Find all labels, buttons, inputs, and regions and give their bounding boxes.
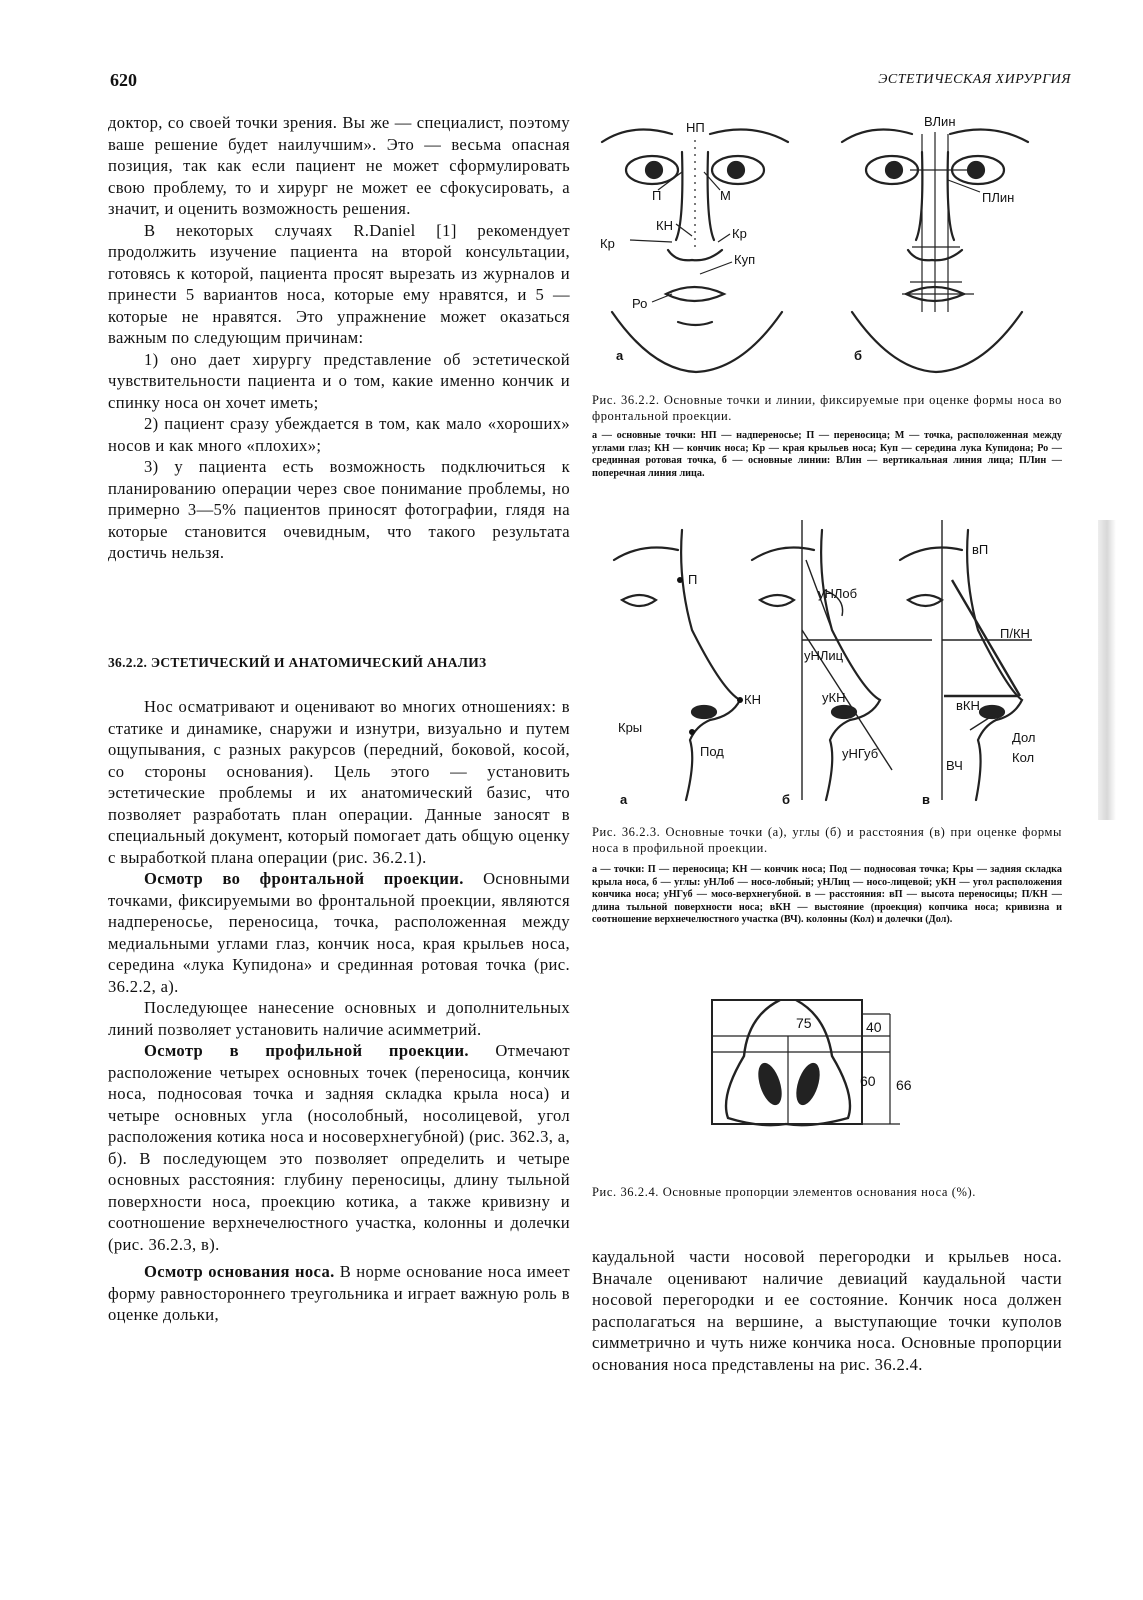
label-kol: Кол [1012, 750, 1035, 765]
paragraph-7-body: Основными точками, фиксируемыми во фронтальной проекции, являются надпереносье, переносица, точка, расположенная между медиальными углами глаз, кончик носа, края крыльев носа, середина «лука Купидона» и срединная ротовая точка (рис. 36.2.2, а). [108, 869, 571, 996]
profile-faces-drawing [592, 520, 1062, 810]
nose-base-proportions-drawing [700, 996, 940, 1142]
label-np: НП [686, 120, 705, 135]
running-title: ЭСТЕТИЧЕСКАЯ ХИРУРГИЯ [878, 72, 1071, 87]
label-pkn: П/КН [1000, 626, 1030, 641]
label-a: а [620, 792, 628, 807]
figure-36-2-3 [592, 520, 1062, 810]
paragraph-6: Нос осматривают и оценивают во многих отношениях: в статике и динамике, снаружи и изнутри, визуально и путем ощупывания, с разных ракурсов (передний, боковой, косой, со стороны основания). Цель этого — установить эстетические проблемы и их анатомический базис, что позволяет разработать план операции. Данные заносят в специальный документ, который помогает дать общую оценку с выработкой плана операции (рис. 36.2.1). [108, 697, 570, 867]
label-p: П [652, 188, 662, 203]
label-ungub: уНГуб [842, 746, 879, 761]
label-vkn: вКН [956, 698, 980, 713]
label-b: б [782, 792, 791, 807]
label-vlin: ВЛин [924, 114, 956, 129]
paragraph-2: В некоторых случаях R.Daniel [1] рекомендует продолжить изучение пациента на второй консультации, готовясь к которой, пациента просят вырезать из журналов и принести 5 вариантов носа, которые ему нравятся, и 5 — которые не нравятся. Это упражнение может оказаться важным по следующим причинам: [108, 220, 570, 347]
label-vp: вП [972, 542, 989, 557]
paragraph-8: Последующее нанесение основных и дополнительных линий позволяет установить наличие асимметрий. [108, 998, 570, 1039]
label-ukn: уКН [822, 690, 846, 705]
label-66: 66 [896, 1077, 912, 1093]
figure-36-2-2 [592, 112, 1062, 380]
legend-36-2-2: а — основные точки: НП — надпереносье; П — переносица; М — точка, расположенная между углами глаз; КН — кончик носа; Кр — края крыльев носа; Куп — середина лука Купидона; Ро — срединная ротовая точка, б — основные линии: ВЛин — вертикальная линия лица; ПЛин — поперечная линия лица. [592, 430, 1062, 479]
label-plin: ПЛин [982, 190, 1015, 205]
paragraph-1: доктор, со своей точки зрения. Вы же — специалист, поэтому ваше решение будет наилучшим». Это — весьма опасная позиция, так как если пациент не может сформулировать свою проблему, то и хирург не может ее сфокусировать, а значит, и оценить возможность решения. [108, 113, 570, 218]
paragraph-9-lead: Осмотр в профильной проекции. [144, 1041, 469, 1060]
right-column-text [592, 1246, 1062, 1375]
figure-36-2-4 [700, 996, 940, 1142]
paragraph-10-body: В норме основание носа имеет форму равностороннего треугольника и играет важную роль в оценке дольки, [108, 1262, 570, 1324]
label-m: М [720, 188, 731, 203]
label-kry: Кры [618, 720, 643, 735]
point-pod [689, 729, 695, 735]
page-number: 620 [110, 70, 137, 90]
paragraph-3: 1) оно дает хирургу представление об эстетической чувствительности пациента и о том, какие именно кончик и спинку носа он хочет иметь; [108, 349, 570, 412]
label-unlob: уНЛоб [818, 586, 858, 601]
frontal-faces-drawing [592, 112, 1062, 380]
point-p [677, 577, 683, 583]
paragraph-7 [108, 868, 570, 997]
paragraph-7-lead: Осмотр во фронтальной проекции. [144, 869, 464, 888]
left-column [108, 112, 570, 564]
section-heading: 36.2.2. ЭСТЕТИЧЕСКИЙ И АНАТОМИЧЕСКИЙ АНАЛИЗ [108, 655, 487, 670]
caption-36-2-4: Рис. 36.2.4. Основные пропорции элементов основания носа (%). [592, 1185, 977, 1199]
label-40: 40 [866, 1019, 882, 1035]
point-kn [737, 697, 743, 703]
paragraph-10 [108, 1261, 570, 1326]
label-kr-right: Кр [732, 226, 747, 241]
paragraph-9-body: Отмечают расположение четырех основных точек (переносица, кончик носа, подносовая точка и задняя складка крыла носа) и четыре основных угла (носолобный, носолицевой, угол расположения котика носа и носоверхнегубной) (рис. 362.3, а, б). В последующем это позволяет определить и четыре основных расстояния: глубину переносицы, длину тыльной поверхности носа, проекцию котика, а также кривизну и соотношение верхнечелюстного участка, колонны и долечки (рис. 36.2.3, в). [108, 1041, 570, 1254]
label-unlic: уНЛиц [804, 648, 844, 663]
label-60: 60 [860, 1073, 876, 1089]
caption-36-2-3: Рис. 36.2.3. Основные точки (а), углы (б) и расстояния (в) при оценке формы носа в профильной проекции. [592, 825, 1062, 855]
label-b: б [854, 348, 863, 363]
label-kn: КН [744, 692, 761, 707]
label-kr-left: Кр [600, 236, 615, 251]
caption-36-2-2: Рис. 36.2.2. Основные точки и линии, фиксируемые при оценке формы носа во фронтальной проекции. [592, 393, 1062, 423]
label-p: П [688, 572, 698, 587]
paragraph-9 [108, 1040, 570, 1255]
label-v: в [922, 792, 930, 807]
paragraph-5: 3) у пациента есть возможность подключиться к планированию операции через свое понимание проблемы, но примерно 3—5% пациентов приносят фотографии, глядя на которые становится очевидным, что такого результата достичь нельзя. [108, 457, 570, 562]
label-vch: ВЧ [946, 758, 963, 773]
legend-36-2-3: а — точки: П — переносица; КН — кончик носа; Под — подносовая точка; Кры — задняя складка крыла носа, б — углы: уНЛоб — носо-лобный; уНЛиц — носо-лицевой; уКН — угол расположения кончика носа; уНГуб — мосо-верхнегубной. в — расстояния: вП — высота переносицы; П/КН — длина тыльной поверхности носа; вКН — выстояние (проекция) копчика носа; кривизна и соотношение верхнечелюстного участка (ВЧ). колонны (Кол) и долечки (Дол). [592, 864, 1062, 925]
label-kup: Куп [734, 252, 756, 267]
label-kn: КН [656, 218, 673, 233]
scan-edge-shadow [1098, 520, 1116, 820]
label-75: 75 [796, 1015, 812, 1031]
paragraph-4: 2) пациент сразу убеждается в том, как мало «хороших» носов и как много «плохих»; [108, 414, 570, 455]
label-dol: Дол [1012, 730, 1036, 745]
label-ro: Ро [632, 296, 648, 311]
right-paragraph: каудальной части носовой перегородки и крыльев носа. Вначале оценивают наличие девиаций каудальной части носовой перегородки и ее состояние. Кончик носа должен располагаться на вершине, а выступающие точки куполов симметрично и чуть ниже кончика носа. Основные пропорции основания носа представлены на рис. 36.2.4. [592, 1247, 1062, 1374]
label-pod: Под [700, 744, 724, 759]
label-a: а [616, 348, 624, 363]
paragraph-10-lead: Осмотр основания носа. [144, 1262, 335, 1281]
left-column-lower [108, 696, 570, 1326]
